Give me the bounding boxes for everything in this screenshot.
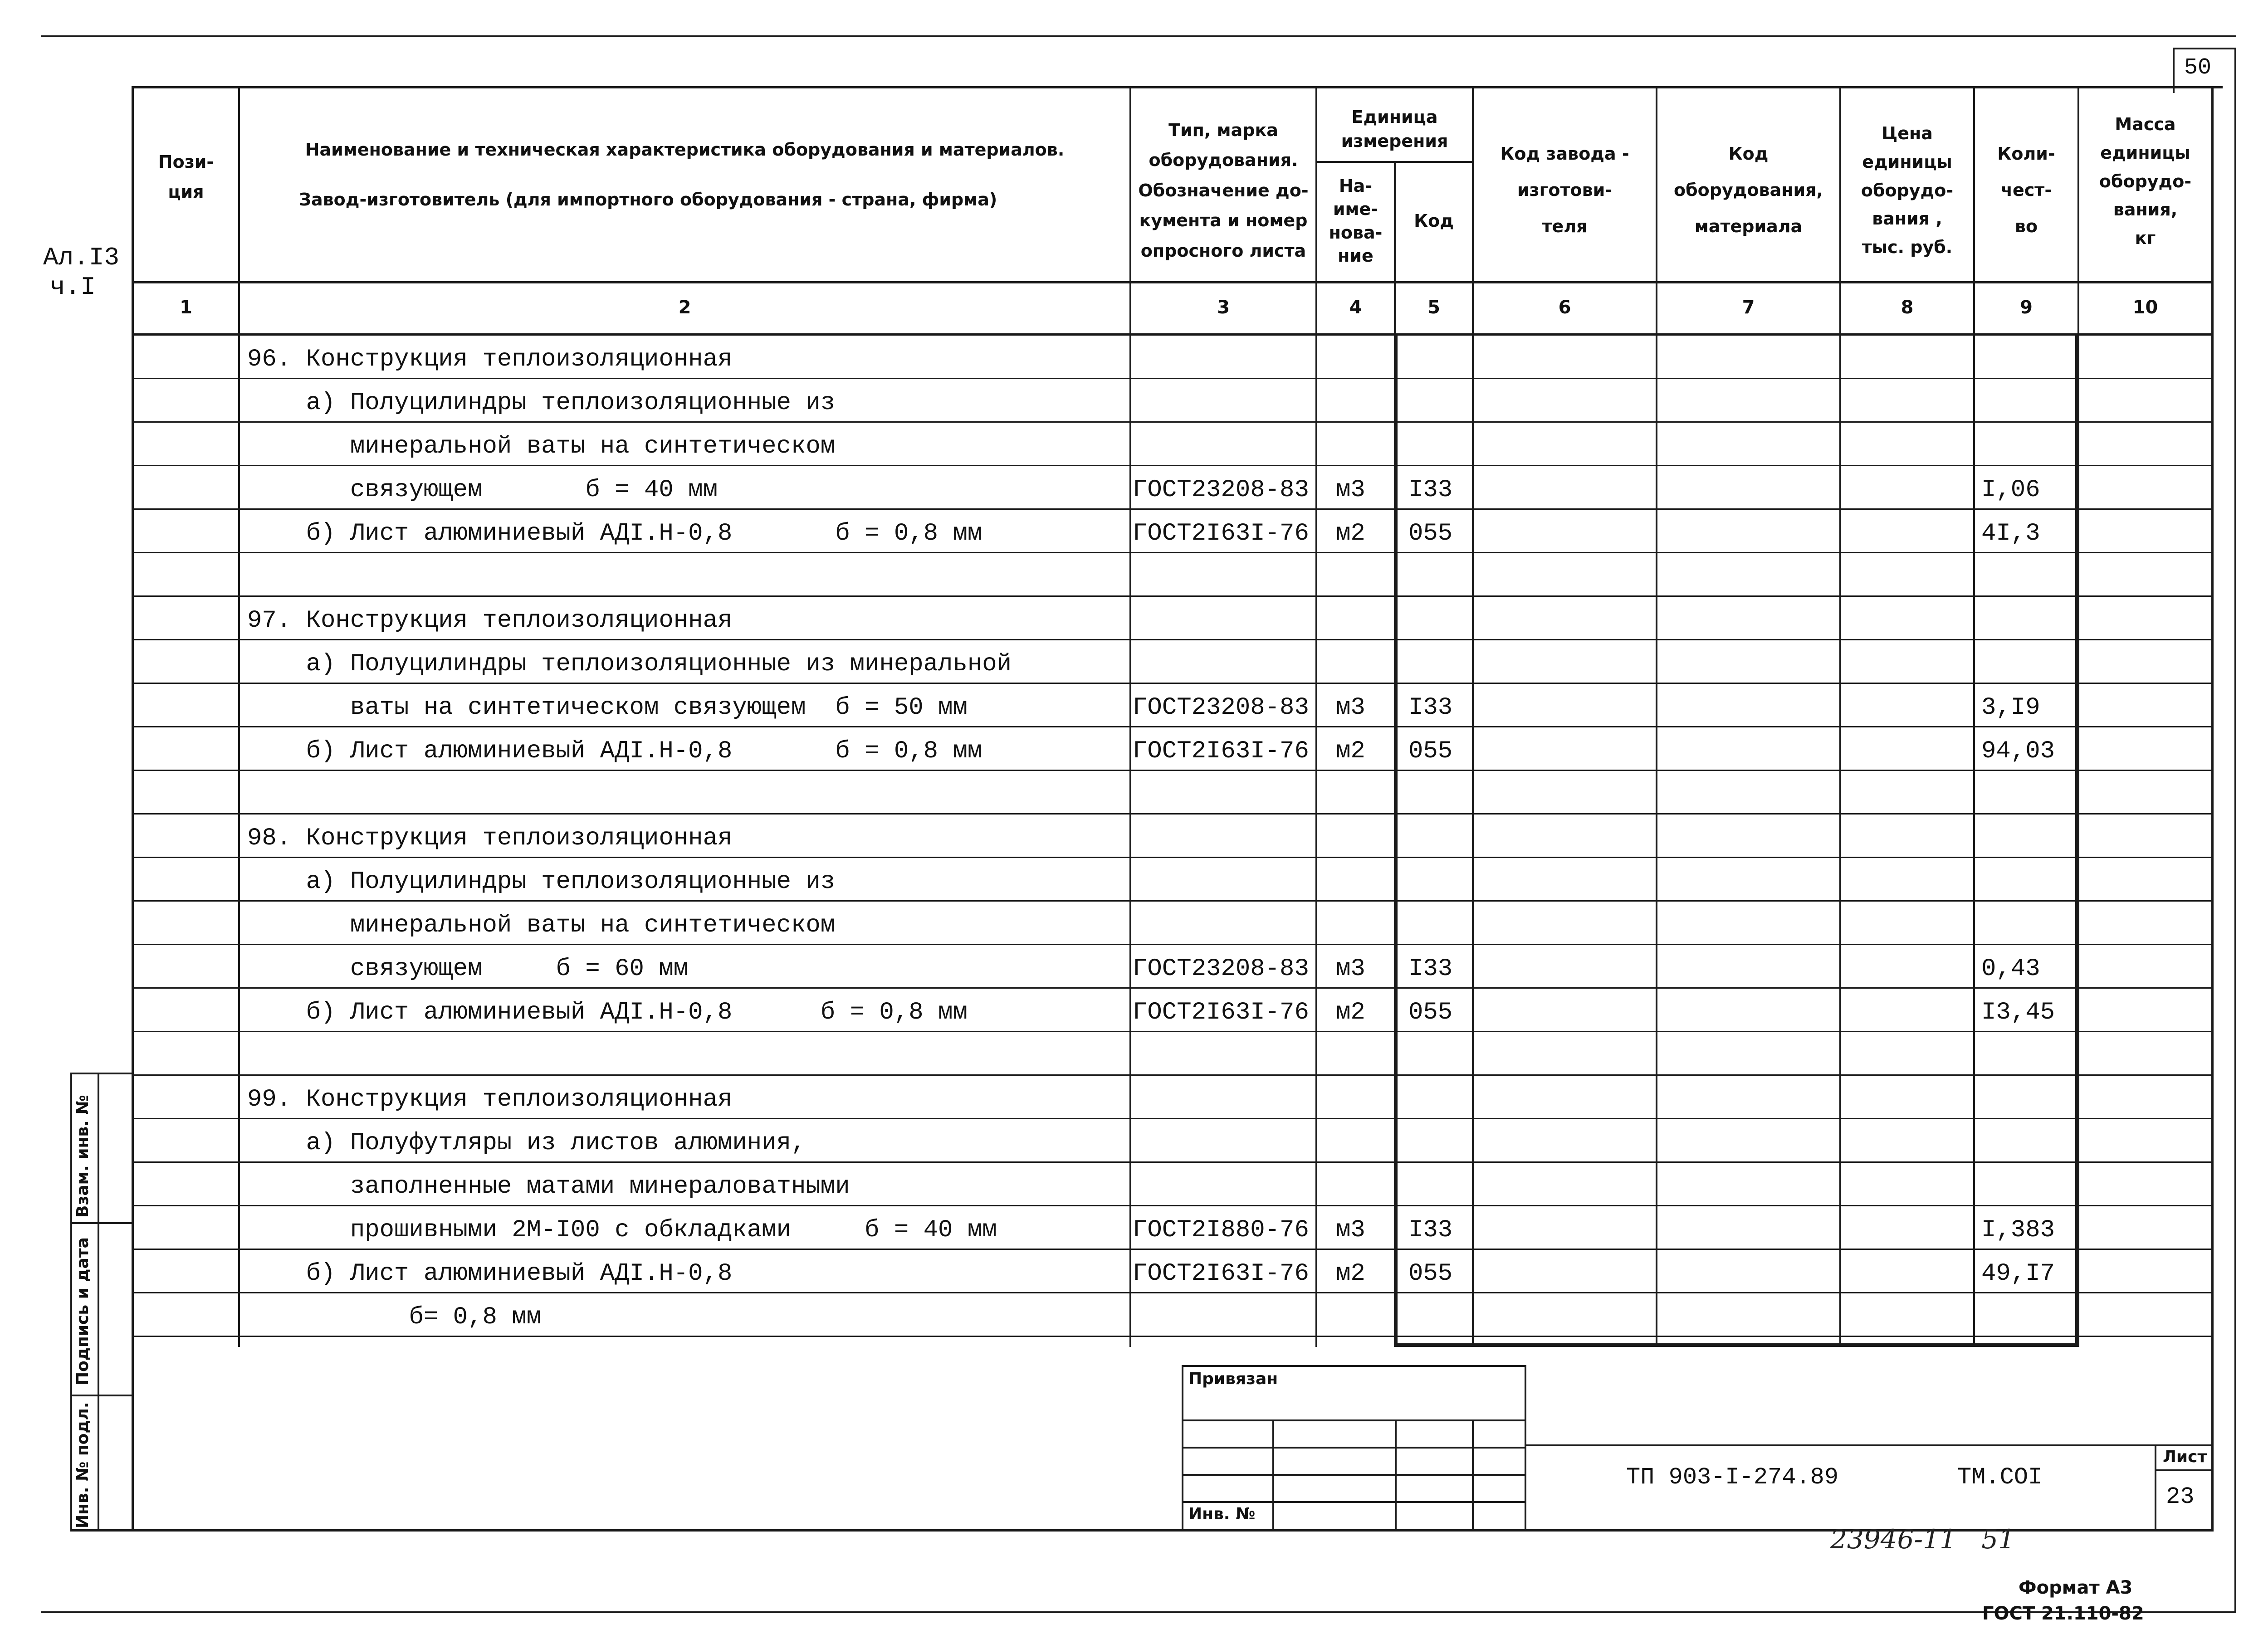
column-number-rule bbox=[132, 333, 2214, 336]
row-document: ГОСТ23208-83 bbox=[1133, 694, 1309, 722]
row-name: б) Лист алюминиевый АДI.Н-0,8 б = 0,8 мм bbox=[247, 737, 982, 765]
colnum-8: 8 bbox=[1901, 297, 1914, 318]
row-unit: м3 bbox=[1336, 1216, 1365, 1244]
row-name: 98. Конструкция теплоизоляционная bbox=[247, 824, 733, 852]
row-rule bbox=[134, 1292, 2211, 1293]
colnum-7: 7 bbox=[1742, 297, 1755, 318]
title-block-col1 bbox=[1272, 1419, 1274, 1531]
bold-block-left bbox=[1394, 333, 1398, 1347]
row-rule bbox=[134, 1031, 2211, 1032]
row-rule bbox=[134, 987, 2211, 989]
row-rule bbox=[134, 726, 2211, 727]
bold-block-right bbox=[2075, 333, 2079, 1347]
colnum-4: 4 bbox=[1349, 297, 1362, 318]
row-document: ГОСТ2I63I-76 bbox=[1133, 999, 1309, 1026]
row-quantity: 49,I7 bbox=[1981, 1260, 2055, 1288]
row-rule bbox=[134, 595, 2211, 597]
title-block-col2 bbox=[1395, 1419, 1397, 1531]
header-unit-group: Единица измерения bbox=[1341, 107, 1448, 151]
side-stamp-mid bbox=[98, 1073, 99, 1532]
col-sep-5 bbox=[1472, 86, 1474, 1347]
row-rule bbox=[134, 1249, 2211, 1250]
row-document: ГОСТ23208-83 bbox=[1133, 476, 1309, 504]
row-quantity: 4I,3 bbox=[1981, 520, 2040, 547]
row-rule bbox=[134, 378, 2211, 379]
row-unit-code: 055 bbox=[1408, 520, 1453, 547]
row-quantity: 3,I9 bbox=[1981, 694, 2040, 722]
sheet-label: Лист bbox=[2163, 1448, 2207, 1466]
row-rule bbox=[134, 770, 2211, 771]
row-name: а) Полуцилиндры теплоизоляционные из минеральной bbox=[247, 650, 1012, 678]
header-unit-code: Код bbox=[1414, 211, 1454, 231]
sheet-box-left bbox=[2155, 1444, 2156, 1531]
row-rule bbox=[134, 1336, 2211, 1337]
margin-note-line2: ч.I bbox=[50, 273, 96, 302]
side-stamp-inv-podl: Инв. № подл. bbox=[73, 1402, 92, 1528]
bold-block-bottom bbox=[1394, 1343, 2079, 1347]
sheet-corner-number: 50 bbox=[2184, 55, 2212, 81]
row-quantity: 0,43 bbox=[1981, 955, 2040, 983]
margin-note-line1: Ал.I3 bbox=[43, 243, 120, 272]
header-name-line1: Наименование и техническая характеристика оборудования и материалов. bbox=[305, 139, 1065, 160]
format-gost: ГОСТ 21.110-82 bbox=[1982, 1603, 2144, 1624]
row-rule bbox=[134, 944, 2211, 945]
row-name: б= 0,8 мм bbox=[247, 1303, 542, 1331]
side-stamp-bottom bbox=[70, 1529, 134, 1532]
row-rule bbox=[134, 857, 2211, 858]
row-rule bbox=[134, 683, 2211, 684]
col-sep-8 bbox=[1973, 86, 1975, 1347]
row-name: б) Лист алюминиевый АДI.Н-0,8 б = 0,8 мм bbox=[247, 999, 968, 1026]
row-rule bbox=[134, 508, 2211, 510]
row-unit: м2 bbox=[1336, 999, 1365, 1026]
format-label: Формат А3 bbox=[2019, 1577, 2133, 1598]
row-name: а) Полуцилиндры теплоизоляционные из bbox=[247, 868, 836, 896]
row-name: а) Полуфутляры из листов алюминия, bbox=[247, 1129, 806, 1157]
row-name: прошивными 2М-I00 с обкладками б = 40 мм bbox=[247, 1216, 997, 1244]
row-unit-code: I33 bbox=[1408, 1216, 1453, 1244]
row-quantity: I,06 bbox=[1981, 476, 2040, 504]
title-block-top bbox=[1182, 1365, 1526, 1367]
table-frame-right bbox=[2211, 86, 2214, 1531]
row-name: связующем б = 40 мм bbox=[247, 476, 718, 504]
row-rule bbox=[134, 1205, 2211, 1206]
table-frame-top bbox=[132, 86, 2223, 88]
row-name: 99. Конструкция теплоизоляционная bbox=[247, 1086, 733, 1113]
colnum-5: 5 bbox=[1427, 297, 1440, 318]
row-unit-code: I33 bbox=[1408, 955, 1453, 983]
side-stamp-top bbox=[70, 1073, 134, 1074]
side-stamp-signature: Подпись и дата bbox=[73, 1237, 92, 1385]
row-quantity: 94,03 bbox=[1981, 737, 2055, 765]
row-rule bbox=[134, 465, 2211, 466]
row-document: ГОСТ2I63I-76 bbox=[1133, 737, 1309, 765]
row-quantity: I,383 bbox=[1981, 1216, 2055, 1244]
row-name: связующем б = 60 мм bbox=[247, 955, 689, 983]
colnum-6: 6 bbox=[1558, 297, 1571, 318]
title-block-row2 bbox=[1182, 1447, 1526, 1449]
stamp-top-rule bbox=[1526, 1444, 2214, 1446]
row-name: б) Лист алюминиевый АДI.Н-0,8 б = 0,8 мм bbox=[247, 520, 982, 547]
row-rule bbox=[134, 421, 2211, 423]
side-stamp-left bbox=[70, 1073, 72, 1532]
row-unit-code: I33 bbox=[1408, 476, 1453, 504]
row-name: ваты на синтетическом связующем б = 50 мм bbox=[247, 694, 968, 722]
inv-no-label: Инв. № bbox=[1188, 1505, 1256, 1523]
header-rule bbox=[132, 281, 2214, 283]
header-position: Пози- ция bbox=[158, 151, 214, 202]
row-name: б) Лист алюминиевый АДI.Н-0,8 bbox=[247, 1260, 733, 1288]
row-rule bbox=[134, 1118, 2211, 1119]
header-equipment-code: Код оборудования, материала bbox=[1674, 144, 1823, 236]
row-quantity: I3,45 bbox=[1981, 999, 2055, 1026]
side-stamp-sep2 bbox=[70, 1395, 134, 1396]
row-unit-code: 055 bbox=[1408, 1260, 1453, 1288]
header-name-line2: Завод-изготовитель (для импортного оборудования - страна, фирма) bbox=[299, 189, 997, 210]
handwritten-number: 23946-11 51 bbox=[1830, 1524, 2015, 1555]
col-sep-6 bbox=[1656, 86, 1657, 1347]
privyazan-label: Привязан bbox=[1188, 1370, 1278, 1388]
col-sep-1 bbox=[238, 86, 240, 1347]
row-name: 97. Конструкция теплоизоляционная bbox=[247, 607, 733, 634]
row-rule bbox=[134, 1161, 2211, 1163]
row-unit: м3 bbox=[1336, 955, 1365, 983]
col-sep-7 bbox=[1839, 86, 1841, 1347]
row-document: ГОСТ2I880-76 bbox=[1133, 1216, 1309, 1244]
bottom-rule bbox=[41, 1611, 2236, 1613]
title-block-row4 bbox=[1182, 1501, 1526, 1503]
row-unit: м3 bbox=[1336, 476, 1365, 504]
colnum-9: 9 bbox=[2020, 297, 2033, 318]
colnum-2: 2 bbox=[678, 297, 691, 318]
header-unit-name: На- име- нова- ние bbox=[1329, 176, 1383, 266]
row-name: заполненные матами минераловатными bbox=[247, 1173, 850, 1200]
top-rule bbox=[41, 35, 2236, 37]
sheet-number: 23 bbox=[2166, 1483, 2195, 1510]
corner-box-top bbox=[2173, 48, 2236, 49]
doc-code: ТП 903-I-274.89 bbox=[1626, 1464, 1839, 1491]
title-block-row1 bbox=[1182, 1419, 1526, 1421]
colnum-3: 3 bbox=[1217, 297, 1230, 318]
row-rule bbox=[134, 552, 2211, 553]
row-name: а) Полуцилиндры теплоизоляционные из bbox=[247, 389, 836, 417]
header-quantity: Коли- чест- во bbox=[1997, 144, 2055, 236]
row-unit: м2 bbox=[1336, 737, 1365, 765]
colnum-10: 10 bbox=[2132, 297, 2158, 318]
row-name: минеральной ваты на синтетическом bbox=[247, 433, 836, 460]
header-doc: Тип, марка оборудования. Обозначение до- кумента и номер опросного листа bbox=[1138, 120, 1309, 261]
row-document: ГОСТ2I63I-76 bbox=[1133, 520, 1309, 547]
row-unit: м3 bbox=[1336, 694, 1365, 722]
title-block-col3 bbox=[1472, 1419, 1474, 1531]
row-unit-code: 055 bbox=[1408, 999, 1453, 1026]
doc-mark: ТМ.СОI bbox=[1957, 1464, 2043, 1491]
row-unit-code: 055 bbox=[1408, 737, 1453, 765]
colnum-1: 1 bbox=[180, 297, 192, 318]
row-name: 96. Конструкция теплоизоляционная bbox=[247, 346, 733, 373]
row-rule bbox=[134, 1074, 2211, 1076]
row-unit: м2 bbox=[1336, 1260, 1365, 1288]
row-unit: м2 bbox=[1336, 520, 1365, 547]
header-mass: Масса единицы оборудо- вания, кг bbox=[2099, 114, 2192, 249]
corner-box-right bbox=[2234, 48, 2236, 1612]
row-rule bbox=[134, 639, 2211, 640]
row-unit-code: I33 bbox=[1408, 694, 1453, 722]
title-block-row3 bbox=[1182, 1474, 1526, 1476]
row-document: ГОСТ2I63I-76 bbox=[1133, 1260, 1309, 1288]
row-rule bbox=[134, 900, 2211, 902]
sheet-box-mid bbox=[2155, 1469, 2214, 1471]
row-name: минеральной ваты на синтетическом bbox=[247, 912, 836, 939]
header-plant-code: Код завода - изготови- теля bbox=[1500, 144, 1629, 236]
row-rule bbox=[134, 813, 2211, 815]
header-price: Цена единицы оборудо- вания , тыс. руб. bbox=[1861, 123, 1954, 258]
side-stamp-vzam: Взам. инв. № bbox=[73, 1095, 92, 1218]
row-document: ГОСТ23208-83 bbox=[1133, 955, 1309, 983]
side-stamp-sep1 bbox=[70, 1222, 134, 1224]
